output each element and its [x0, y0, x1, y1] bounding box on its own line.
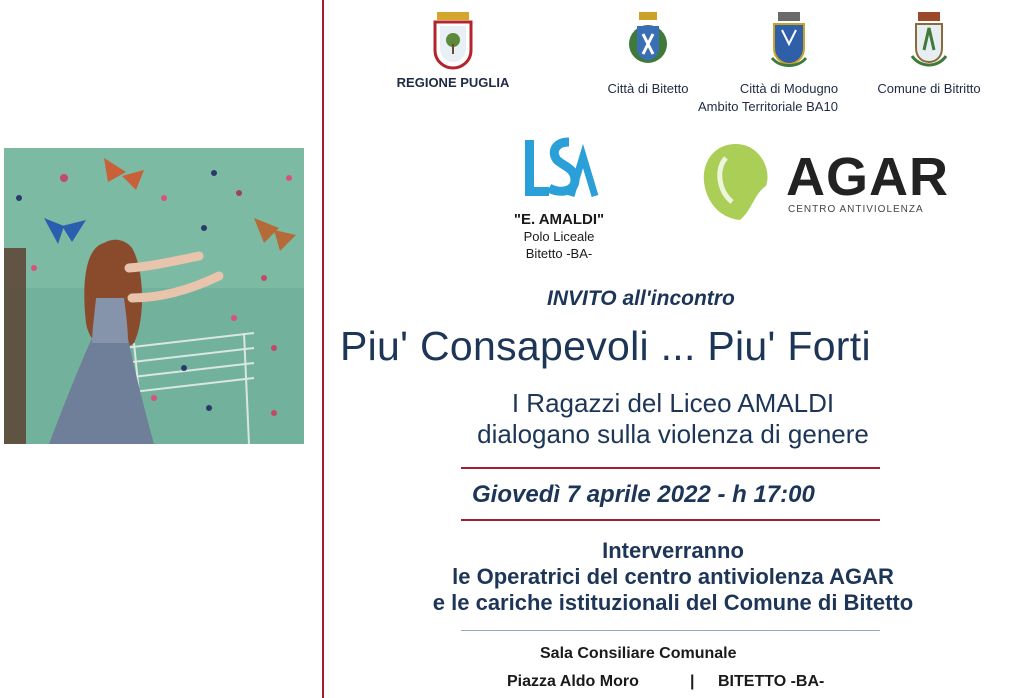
speakers-block: [340, 538, 1006, 616]
speakers-line-1: Interverranno: [602, 538, 744, 563]
butterflies-photo: [4, 148, 304, 444]
regione-caption: REGIONE PUGLIA: [396, 75, 510, 90]
bitritto-caption: Comune di Bitritto: [877, 81, 981, 96]
speakers-line-2: le Operatrici del centro antiviolenza AGAR: [452, 564, 894, 589]
date-bottom-rule: [461, 519, 880, 521]
subtitle-line-1: I Ragazzi del Liceo AMALDI: [511, 388, 835, 418]
event-title: Piu' Consapevoli ... Piu' Forti: [340, 323, 871, 369]
address-separator: |: [690, 673, 695, 690]
speakers-line-3: e le cariche istituzionali del Comune di Bitetto: [432, 590, 914, 615]
school-type: Polo Liceale: [523, 229, 595, 244]
invite-intro: INVITO all'incontro: [547, 287, 735, 310]
agar-logo: [696, 140, 949, 225]
bitetto-logo: [598, 10, 698, 96]
vertical-divider: [322, 0, 324, 698]
venue-city: BITETTO -BA-: [718, 673, 825, 690]
venue-rule: [461, 630, 880, 631]
agar-head-icon: [696, 140, 776, 224]
modugno-crest-icon: [766, 10, 812, 76]
agar-name: AGAR: [786, 147, 949, 207]
venue-name: Sala Consiliare Comunale: [540, 645, 737, 662]
date-top-rule: [461, 467, 880, 469]
bitritto-logo: [865, 10, 993, 96]
ambito-territoriale: Ambito Territoriale BA10: [698, 99, 838, 114]
school-name: "E. AMALDI": [513, 211, 605, 228]
school-city: Bitetto -BA-: [525, 246, 593, 261]
agar-tagline: CENTRO ANTIVIOLENZA: [788, 204, 924, 215]
event-date: Giovedì 7 aprile 2022 - h 17:00: [472, 481, 815, 508]
bitetto-caption: Città di Bitetto: [607, 81, 689, 96]
lsa-logo-icon: [519, 136, 599, 206]
event-subtitle: [340, 388, 1006, 450]
venue-address: Piazza Aldo Moro: [507, 673, 639, 690]
bitetto-crest-icon: [625, 10, 671, 76]
regione-puglia-crest-icon: [431, 10, 475, 70]
regione-puglia-logo: [395, 10, 511, 90]
subtitle-line-2: dialogano sulla violenza di genere: [477, 419, 869, 449]
modugno-caption: Città di Modugno: [739, 81, 839, 96]
bitritto-crest-icon: [906, 10, 952, 76]
amaldi-school-logo: [498, 136, 620, 262]
modugno-logo: [725, 10, 853, 96]
